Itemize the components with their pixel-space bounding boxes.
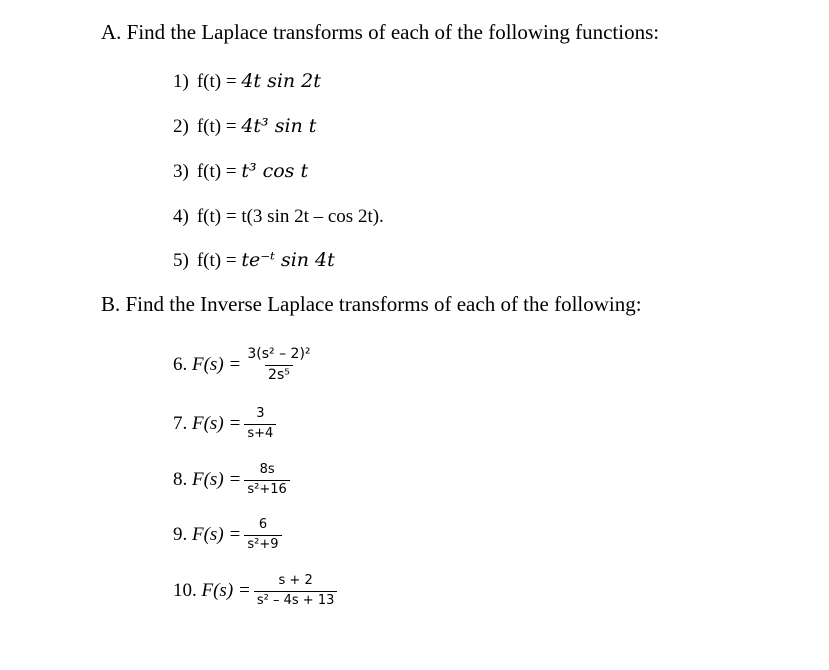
problem-8 bbox=[173, 450, 290, 510]
section-b-heading: B. Find the Inverse Laplace transforms of each of the following: bbox=[101, 292, 642, 316]
problem-number: 8. bbox=[173, 469, 188, 490]
fraction bbox=[244, 407, 276, 441]
fraction-denominator: s²+16 bbox=[244, 480, 289, 497]
function-prefix: f(t) = bbox=[196, 116, 242, 137]
function-expression: te⁻ᵗ sin 4t bbox=[241, 249, 335, 271]
problem-number: 5) bbox=[173, 250, 189, 271]
function-prefix: f(t) = bbox=[196, 71, 242, 92]
equals-sign: = bbox=[229, 469, 241, 490]
fraction-numerator: s + 2 bbox=[278, 573, 313, 589]
problem-5 bbox=[173, 249, 335, 272]
problem-7 bbox=[173, 394, 276, 454]
problem-number: 9. bbox=[173, 524, 188, 545]
equals-sign: = bbox=[239, 580, 250, 601]
function-expression: 4t³ sin t bbox=[241, 115, 317, 137]
function-expression: t³ cos t bbox=[241, 160, 309, 182]
fraction-denominator: s+4 bbox=[244, 424, 276, 441]
problem-number: 6. bbox=[173, 354, 188, 375]
problem-6 bbox=[173, 335, 314, 395]
problem-1 bbox=[173, 70, 321, 93]
problem-number: 2) bbox=[173, 116, 189, 137]
function-name: F(s) bbox=[192, 354, 224, 375]
problem-10 bbox=[173, 561, 337, 621]
function-prefix: f(t) = bbox=[196, 250, 242, 271]
function-prefix: f(t) = bbox=[196, 206, 242, 227]
problem-number: 3) bbox=[173, 161, 189, 182]
problem-number: 10. bbox=[173, 580, 197, 601]
equals-sign: = bbox=[229, 354, 241, 375]
problem-number: 4) bbox=[173, 206, 189, 227]
function-name: F(s) bbox=[192, 524, 224, 545]
function-name: F(s) bbox=[192, 413, 224, 434]
function-prefix: f(t) = bbox=[196, 161, 242, 182]
function-name: F(s) bbox=[201, 580, 234, 601]
fraction-numerator: 3(s² – 2)² bbox=[247, 346, 311, 363]
fraction bbox=[254, 574, 338, 608]
problem-9 bbox=[173, 505, 282, 565]
function-expression: 4t sin 2t bbox=[241, 70, 321, 92]
fraction-numerator: 8s bbox=[259, 462, 275, 478]
fraction-denominator: s² – 4s + 13 bbox=[254, 591, 338, 608]
fraction-numerator: 3 bbox=[256, 406, 265, 422]
fraction bbox=[244, 347, 313, 383]
problem-number: 7. bbox=[173, 413, 188, 434]
function-name: F(s) bbox=[192, 469, 224, 490]
fraction-denominator: s²+9 bbox=[244, 535, 281, 552]
problem-4 bbox=[173, 206, 384, 228]
fraction-denominator: 2s⁵ bbox=[265, 365, 293, 383]
problem-3 bbox=[173, 160, 308, 183]
fraction bbox=[244, 518, 281, 552]
problem-number: 1) bbox=[173, 71, 189, 92]
equals-sign: = bbox=[229, 524, 241, 545]
equals-sign: = bbox=[229, 413, 241, 434]
function-expression: t(3 sin 2t – cos 2t). bbox=[241, 206, 384, 227]
section-a-heading: A. Find the Laplace transforms of each of the following functions: bbox=[101, 20, 660, 44]
fraction bbox=[244, 463, 289, 497]
problem-2 bbox=[173, 115, 316, 138]
fraction-numerator: 6 bbox=[258, 517, 268, 533]
